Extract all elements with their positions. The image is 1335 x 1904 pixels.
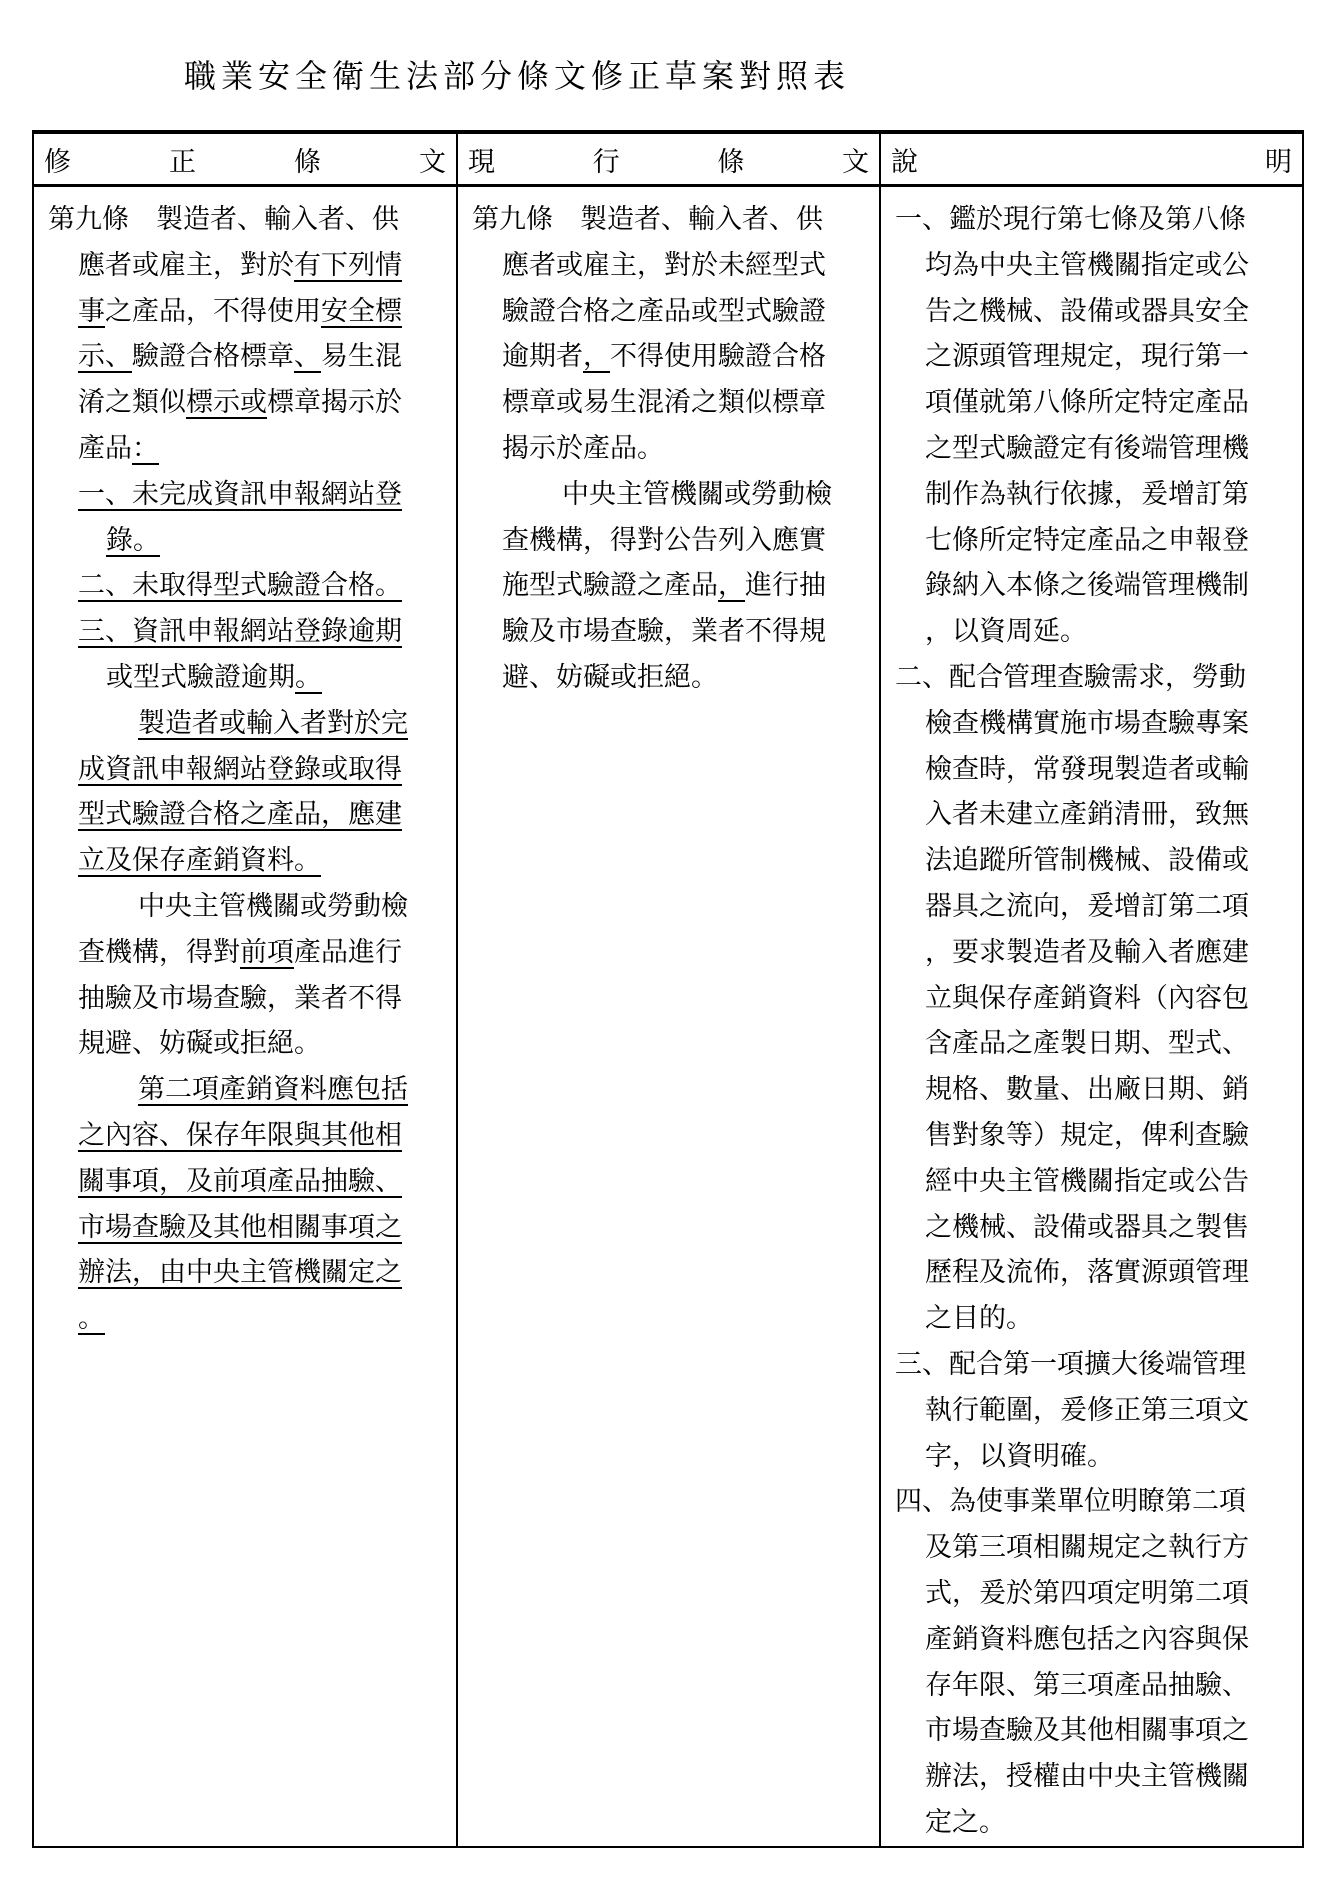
amended-line — [48, 334, 442, 380]
line-text: 逾期者 — [502, 341, 583, 373]
amended-line — [48, 1205, 442, 1251]
line-text: 標章揭示於 — [267, 387, 402, 419]
current-line — [472, 334, 865, 380]
amended-line — [48, 563, 442, 609]
line-text: 中央主管機關或勞動檢 — [138, 890, 408, 922]
amended-line — [48, 609, 442, 655]
line-text: 驗及市場查驗，業者不得規 — [502, 616, 826, 648]
line-text: 驗證合格之產品或型式驗證 — [502, 295, 826, 327]
amended-underlined-text: 之內容、保存年限與其他相 — [78, 1119, 402, 1151]
explanation-line: 三、配合第一項擴大後端管理 — [895, 1348, 1246, 1380]
current-line — [472, 655, 865, 701]
amended-line — [48, 1296, 442, 1342]
explanation-line: 產銷資料應包括之內容與保 — [925, 1623, 1249, 1655]
amended-line — [48, 655, 442, 701]
amended-underlined-text: 標示或 — [186, 387, 267, 419]
amended-underlined-text: ， — [583, 341, 610, 373]
line-text: 第九條 製造者、輸入者、供 — [472, 204, 823, 235]
amended-line — [48, 1021, 442, 1067]
amended-underlined-text: 二、未取得型式驗證合格 — [78, 570, 375, 602]
amended-line — [48, 1159, 442, 1205]
amended-line — [48, 1113, 442, 1159]
header-current — [457, 132, 880, 186]
amended-line — [48, 289, 442, 335]
explanation-line: ，以資周延。 — [925, 616, 1087, 648]
amended-line — [48, 380, 442, 426]
explanation-line: 七條所定特定產品之申報登 — [925, 524, 1249, 556]
header-amended-char: 正 — [169, 146, 196, 178]
document-title: 職業安全衛生法部分條文修正草案對照表 — [184, 57, 851, 95]
explanation-line: 之源頭管理規定，現行第一 — [925, 341, 1249, 373]
line-text: 抽驗及市場查驗，業者不得 — [78, 982, 402, 1014]
explanation-text-cell — [880, 186, 1303, 1848]
current-line — [472, 380, 865, 426]
line-text: 標章或易生混淆之類似標章 — [502, 387, 826, 419]
line-text: 淆之類似 — [78, 387, 186, 419]
explanation-line: 項僅就第八條所定特定產品 — [925, 387, 1249, 419]
explanation-line: 法追蹤所管制機械、設備或 — [925, 845, 1249, 877]
explanation-line: 一、鑑於現行第七條及第八條 — [895, 204, 1246, 235]
amended-underlined-text: 安全標 — [321, 295, 402, 327]
header-row — [33, 132, 1303, 186]
line-text: 進行抽 — [745, 570, 826, 602]
line-text: 施型式驗證之產品 — [502, 570, 718, 602]
explanation-line: 售對象等）規定，俾利查驗 — [925, 1119, 1249, 1151]
amended-underlined-text: 事 — [78, 295, 105, 327]
explanation-line: 辦法，授權由中央主管機關 — [925, 1761, 1249, 1793]
explanation-line: 錄納入本條之後端管理機制 — [925, 570, 1249, 602]
amended-underlined-text: ： — [132, 432, 159, 464]
explanation-line: 規格、數量、出廠日期、銷 — [925, 1074, 1249, 1106]
amended-line — [48, 197, 442, 243]
header-current-char: 行 — [592, 146, 620, 178]
amended-underlined-text: 型式驗證合格之產品，應建 — [78, 799, 402, 831]
explanation-line: 定之。 — [925, 1806, 1006, 1838]
header-current-char: 條 — [717, 146, 745, 178]
explanation-line: 存年限、第三項產品抽驗、 — [925, 1669, 1249, 1701]
amended-underlined-text: ， — [718, 570, 745, 602]
line-text: 揭示於產品。 — [502, 432, 664, 464]
line-text: 應者或雇主，對於未經型式 — [502, 249, 826, 281]
explanation-line: 執行範圍，爰修正第三項文 — [925, 1394, 1249, 1426]
current-line — [472, 609, 865, 655]
line-text: 查機構，得對 — [78, 936, 240, 968]
explanation-line: 入者未建立產銷清冊，致無 — [925, 799, 1249, 831]
amended-underlined-text: 示、 — [78, 341, 132, 373]
current-line — [472, 563, 865, 609]
header-current-char: 現 — [468, 146, 495, 178]
current-line — [472, 289, 865, 335]
current-line — [472, 197, 865, 243]
explanation-line: 四、為使事業單位明瞭第二項 — [895, 1486, 1246, 1518]
explanation-line: 檢查機構實施市場查驗專案 — [925, 707, 1249, 739]
amended-line — [48, 976, 442, 1022]
header-amended-char: 條 — [294, 146, 321, 178]
amended-underlined-text: 一、未完成資訊申報網站登 — [78, 478, 402, 510]
amended-line — [48, 1067, 442, 1113]
line-text: 中央主管機關或勞動檢 — [562, 478, 832, 510]
amended-underlined-text: 有下列情 — [294, 249, 402, 281]
explanation-line: 式，爰於第四項定明第二項 — [925, 1577, 1249, 1609]
amended-underlined-text: 。 — [375, 570, 402, 602]
header-amended-char: 修 — [44, 146, 71, 178]
explanation-line: 制作為執行依據，爰增訂第 — [925, 478, 1249, 510]
amended-underlined-text: 錄。 — [106, 524, 160, 556]
amended-line — [48, 426, 442, 472]
amended-line — [48, 747, 442, 793]
amended-underlined-text: 立及保存產銷資料。 — [78, 845, 321, 877]
explanation-line: 二、配合管理查驗需求，勞動 — [895, 661, 1246, 693]
line-text: 避、妨礙或拒絕。 — [502, 661, 718, 693]
current-line — [472, 426, 865, 472]
amended-line — [48, 472, 442, 518]
header-amended — [33, 132, 457, 186]
explanation-line: 之型式驗證定有後端管理機 — [925, 432, 1249, 464]
current-line — [472, 518, 865, 564]
current-text-cell — [457, 186, 880, 1848]
amended-line — [48, 838, 442, 884]
line-text: 易生混 — [321, 341, 402, 373]
amended-underlined-text: 製造者或輸入者對於完 — [138, 707, 408, 739]
explanation-line: 經中央主管機關指定或公告 — [925, 1165, 1249, 1197]
amended-underlined-text: 。 — [78, 1303, 105, 1335]
current-line — [472, 472, 865, 518]
explanation-line: 市場查驗及其他相關事項之 — [925, 1715, 1249, 1747]
amended-line — [48, 884, 442, 930]
explanation-line: 含產品之產製日期、型式、 — [925, 1028, 1249, 1060]
amended-underlined-text: 市場查驗及其他相關事項之 — [78, 1211, 402, 1243]
line-text: 第九條 製造者、輸入者、供 — [48, 204, 399, 235]
explanation-line: 立與保存產銷資料（內容包 — [925, 982, 1249, 1014]
amended-underlined-text: 第二項產銷資料應包括 — [138, 1074, 408, 1106]
header-explanation-char: 明 — [1265, 146, 1292, 178]
amended-underlined-text: 成資訊申報網站登錄或取得 — [78, 753, 402, 785]
amended-underlined-text: 、 — [294, 341, 321, 373]
explanation-line: 器具之流向，爰增訂第二項 — [925, 890, 1249, 922]
amended-underlined-text: 辦法，由中央主管機關定之 — [78, 1257, 402, 1289]
header-current-char: 文 — [841, 146, 869, 178]
amended-text-cell — [33, 186, 457, 1848]
line-text: 應者或雇主，對於 — [78, 249, 294, 281]
explanation-line: 檢查時，常發現製造者或輸 — [925, 753, 1249, 785]
amended-line — [48, 701, 442, 747]
amended-line — [48, 1250, 442, 1296]
line-text: 驗證合格標章 — [132, 341, 294, 373]
explanation-line: 及第三項相關規定之執行方 — [925, 1532, 1249, 1564]
explanation-line: 均為中央主管機關指定或公 — [925, 249, 1249, 281]
amended-underlined-text: 前項 — [240, 936, 294, 968]
line-text: 查機構，得對公告列入應實 — [502, 524, 826, 556]
amended-line — [48, 930, 442, 976]
line-text: 之產品，不得使用 — [105, 295, 321, 327]
explanation-line: 歷程及流佈，落實源頭管理 — [925, 1257, 1249, 1289]
explanation-line: ，要求製造者及輸入者應建 — [925, 936, 1249, 968]
amended-line — [48, 792, 442, 838]
line-text: 或型式驗證逾期 — [106, 661, 295, 693]
current-line — [472, 243, 865, 289]
explanation-line: 之目的。 — [925, 1303, 1033, 1335]
content-row — [33, 186, 1303, 1848]
line-text: 不得使用驗證合格 — [610, 341, 826, 373]
amended-underlined-text: 關事項，及前項產品抽驗、 — [78, 1165, 402, 1197]
amended-line — [48, 518, 442, 564]
amended-line — [48, 243, 442, 289]
explanation-line: 之機械、設備或器具之製售 — [925, 1211, 1249, 1243]
line-text: 規避、妨礙或拒絕。 — [78, 1028, 321, 1060]
header-explanation-char: 說 — [891, 146, 918, 178]
header-explanation — [880, 132, 1303, 186]
line-text: 產品 — [78, 432, 132, 464]
line-text: 產品進行 — [294, 936, 402, 968]
explanation-line: 告之機械、設備或器具安全 — [925, 295, 1249, 327]
amended-underlined-text: 。 — [295, 661, 322, 693]
explanation-line: 字，以資明確。 — [925, 1440, 1114, 1472]
header-amended-char: 文 — [419, 146, 446, 178]
comparison-table — [32, 130, 1304, 1848]
amended-underlined-text: 三、資訊申報網站登錄逾期 — [78, 616, 402, 648]
